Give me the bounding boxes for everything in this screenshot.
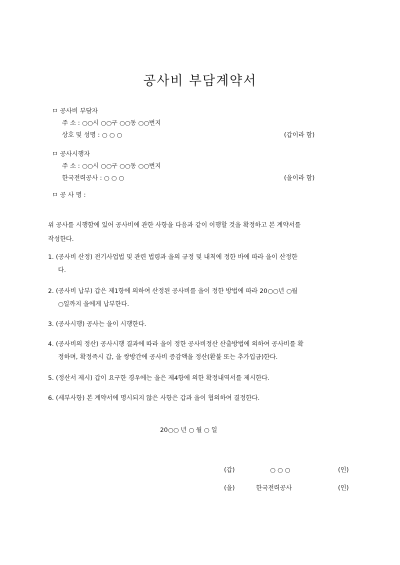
clause-1-line-1: 1. (공사비 산정) 전기사업법 및 관련 법령과 을의 규정 및 내칙에 정한 바에 따라 을이 산정한 bbox=[48, 254, 298, 261]
party-a-address: 주 소 : ○○시 ○○구 ○○동 ○○번지 bbox=[62, 120, 161, 127]
signature-b-role: (을) bbox=[224, 485, 235, 492]
clause-1-line-2: 다. bbox=[58, 267, 66, 274]
intro-line-2: 작성한다. bbox=[48, 236, 74, 243]
document-title: 공사비 부담계약서 bbox=[143, 74, 257, 89]
clause-3: 3. (공사시행) 공사는 을이 시행한다. bbox=[48, 321, 147, 328]
signature-a-seal: (인) bbox=[338, 467, 349, 474]
signature-b-name: 한국전력공사 bbox=[256, 485, 292, 492]
party-a-seal: (갑이라 함) bbox=[284, 132, 315, 139]
party-a-name: 상호 및 성명 : ○ ○ ○ bbox=[62, 132, 122, 139]
party-b-label: ㅁ 공사시행자 bbox=[52, 151, 90, 158]
signature-b-seal: (인) bbox=[338, 485, 349, 492]
project-name-label: ㅁ 공 사 명 : bbox=[52, 192, 86, 199]
party-a-label: ㅁ 공사비 부담자 bbox=[52, 108, 98, 115]
signature-a-name: ○ ○ ○ bbox=[270, 467, 291, 474]
clause-2-line-1: 2. (공사비 납부) 갑은 제1항에 의하여 산정된 공사비를 을이 정한 방법에 따라 20○○년 ○월 bbox=[48, 288, 298, 295]
intro-line-1: 위 공사를 시행함에 있어 공사비에 관한 사항을 다음과 같이 이행할 것을 확정하고 본 계약서를 bbox=[48, 222, 301, 229]
party-b-address: 주 소 : ○○시 ○○구 ○○동 ○○번지 bbox=[62, 163, 161, 170]
clause-4-line-1: 4. (공사비의 정산) 공사시행 결과에 따라 을이 정한 공사비정산 산출방법에 의하여 공사비를 확 bbox=[48, 341, 304, 348]
party-b-name: 한국전력공사 : ○ ○ ○ bbox=[62, 175, 125, 182]
signature-a-role: (갑) bbox=[224, 467, 235, 474]
clause-6: 6. (세부사항) 본 계약서에 명시되지 않은 사항은 갑과 을이 협의하여 결정한다. bbox=[48, 395, 260, 402]
clause-4-line-2: 정하며, 확정즉시 갑, 을 쌍방간에 공사비 증감액을 정산(환불 또는 추가입금)한다. bbox=[58, 354, 278, 361]
clause-5: 5. (정산서 제시) 갑이 요구한 경우에는 을은 제4항에 의한 확정내역서를 제시한다. bbox=[48, 375, 270, 382]
clause-2-line-2: ○일까지 을에게 납부한다. bbox=[58, 301, 130, 308]
party-b-seal: (을이라 함) bbox=[284, 175, 315, 182]
contract-date: 20○○ 년 ○ 월 ○ 일 bbox=[160, 427, 218, 434]
